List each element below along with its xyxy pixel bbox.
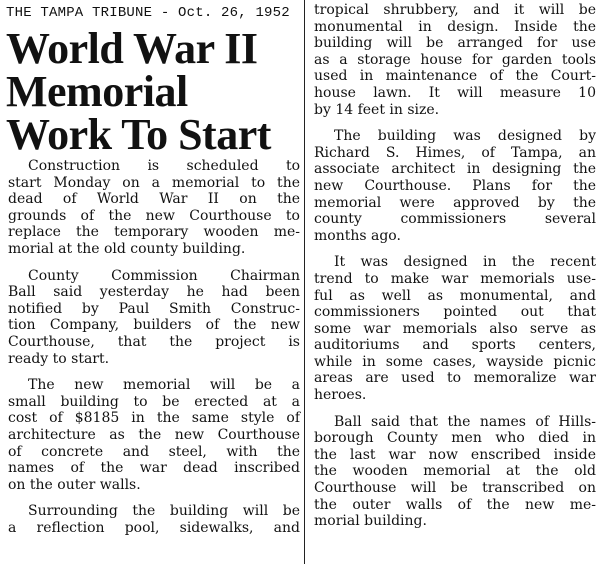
article-line: building will be arranged for use [314, 35, 596, 52]
article-line: months ago. [314, 227, 401, 244]
article-line: grounds of the new Courthouse to [8, 207, 300, 224]
article-paragraph [8, 158, 300, 258]
article-line: areas are used to memoralize war [314, 370, 596, 387]
article-line: used in maintenance of the Court- [314, 68, 596, 85]
article-paragraph [8, 268, 300, 368]
dateline: THE TAMPA TRIBUNE - Oct. 26, 1952 [6, 5, 290, 21]
article-line: by 14 feet in size. [314, 101, 440, 118]
article-line: ful as well as monumental, and [314, 287, 596, 304]
right-column [314, 2, 596, 540]
article-line: The new memorial will be a [28, 377, 300, 394]
article-paragraph [314, 2, 596, 118]
article-line: house lawn. It will measure 10 [314, 84, 596, 101]
article-line: Ball said that the names of Hills- [334, 413, 596, 430]
article-line: Richard S. Himes, of Tampa, an [314, 144, 596, 161]
article-line: Courthouse, that the project is [8, 333, 300, 350]
left-column [8, 158, 300, 546]
article-line: small building to be erected at a [8, 393, 300, 410]
article-line: The building was designed by [334, 128, 596, 145]
article-line: start Monday on a memorial to the [8, 174, 300, 191]
article-line: replace the temporary wooden me- [8, 224, 300, 241]
article-line: Courthouse will be transcribed on [314, 480, 596, 497]
article-line: some war memorials also serve as [314, 320, 596, 337]
headline-line: World War II [6, 24, 258, 73]
article-line: the wooden memorial at the old [314, 463, 596, 480]
article-line: new Courthouse. Plans for the [314, 177, 596, 194]
article-line: commissioners pointed out that [314, 304, 596, 321]
article-paragraph [314, 128, 596, 244]
article-line: auditoriums and sports centers, [314, 337, 596, 354]
article-paragraph [314, 414, 596, 530]
article-line: on the outer walls. [8, 476, 141, 493]
article-line: a reflection pool, sidewalks, and [8, 519, 300, 536]
article-line: Ball said yesterday he had been [8, 284, 300, 301]
article-line: names of the war dead inscribed [8, 460, 300, 477]
article-line: county commissioners several [314, 211, 596, 228]
article-line: trend to make war memorials use- [314, 270, 596, 287]
article-line: of concrete and steel, with the [8, 443, 300, 460]
article-line: architecture as the new Courthouse [8, 426, 300, 443]
article-line: tropical shrubbery, and it will be [314, 2, 596, 18]
headline [6, 24, 302, 159]
article-line: as a storage house for garden tools [314, 51, 596, 68]
article-line: ready to start. [8, 350, 110, 367]
headline-line: Memorial [6, 67, 188, 116]
article-paragraph [8, 377, 300, 493]
article-line: It was designed in the recent [334, 254, 596, 271]
article-line: associate architect in designing the [314, 161, 596, 178]
article-paragraph [8, 503, 300, 536]
article-line: Surrounding the building will be [28, 503, 300, 520]
column-divider [304, 0, 305, 564]
article-paragraph [314, 254, 596, 403]
article-line: cost of $8185 in the same style of [8, 410, 300, 427]
article-line: while in some cases, wayside picnic [314, 353, 596, 370]
article-line: monumental in design. Inside the [314, 18, 596, 35]
article-line: dead of World War II on the [8, 191, 300, 208]
article-line: Construction is scheduled to [28, 158, 300, 174]
article-line: morial at the old county building. [8, 240, 246, 257]
article-line: heroes. [314, 387, 367, 404]
article-line: borough County men who died in [314, 430, 596, 447]
article-line: notified by Paul Smith Construc- [8, 300, 300, 317]
headline-line: Work To Start [6, 110, 271, 159]
article-line: morial building. [314, 513, 427, 530]
article-line: the outer walls of the new me- [314, 496, 596, 513]
article-line: the last war now enscribed inside [314, 446, 596, 463]
article-line: memorial were approved by the [314, 194, 596, 211]
article-line: County Commission Chairman [28, 267, 300, 284]
article-line: tion Company, builders of the new [8, 317, 300, 334]
